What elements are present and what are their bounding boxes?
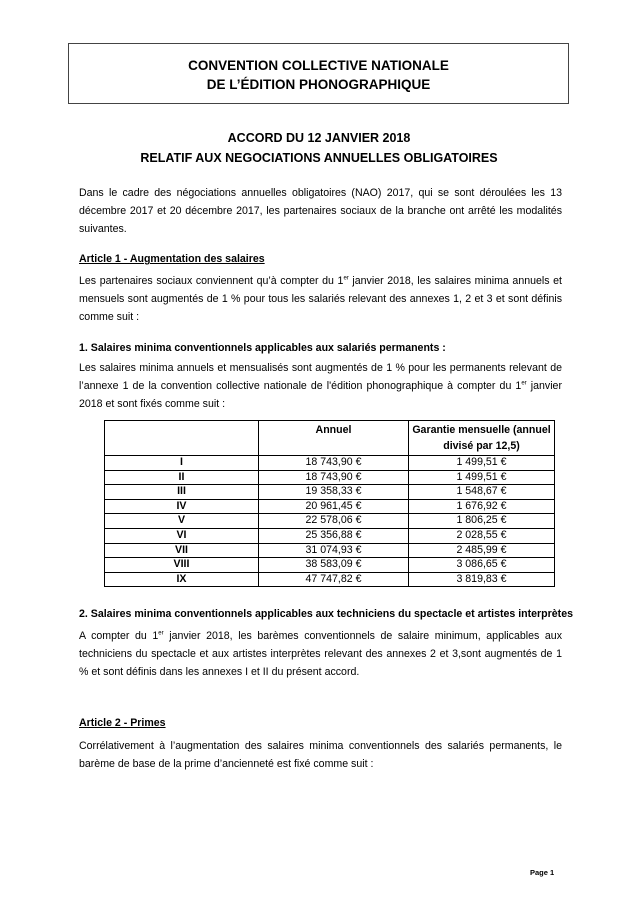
- accord-title: [40, 128, 598, 168]
- salary-level-cell: IX: [105, 572, 259, 587]
- section2-text-b: janvier 2018, les barèmes conventionnels de salaire minimum, applicables aux techniciens du spectacle et aux artistes interprètes relevant des annexes 2 et 3,sont augmentés de 1 % et sont définis dans les annexes I et II du présent accord.: [79, 630, 562, 679]
- annual-salary-cell: 31 074,93 €: [259, 543, 409, 558]
- monthly-salary-cell: 2 028,55 €: [409, 528, 555, 543]
- article2-title-text: Article 2 - Primes: [79, 717, 166, 729]
- annual-salary-cell: 18 743,90 €: [259, 470, 409, 485]
- annual-salary-cell: 47 747,82 €: [259, 572, 409, 587]
- annual-salary-cell: 38 583,09 €: [259, 558, 409, 573]
- annual-salary-cell: 19 358,33 €: [259, 485, 409, 500]
- article1-text-b: janvier 2018, les salaires minima annuels et mensuels sont augmentés de 1 % pour tous les salariés relevant des annexes 1, 2 et 3 et sont définis comme suit :: [79, 275, 562, 324]
- salary-level-cell: VIII: [105, 558, 259, 573]
- section2-heading: 2. Salaires minima conventionnels applicables aux techniciens du spectacle et artistes interprètes: [79, 608, 573, 620]
- monthly-salary-cell: 3 819,83 €: [409, 572, 555, 587]
- monthly-salary-cell: 1 499,51 €: [409, 470, 555, 485]
- monthly-salary-cell: 3 086,65 €: [409, 558, 555, 573]
- page-number: Page 1: [530, 868, 555, 877]
- salary-table-header-cell: Garantie mensuelle (annuel divisé par 12,5): [409, 421, 555, 456]
- article1-paragraph: [79, 272, 562, 327]
- article1-title-text: Article 1 - Augmentation des salaires: [79, 253, 265, 265]
- table-row: [105, 499, 555, 514]
- table-row: [105, 485, 555, 500]
- annual-salary-cell: 18 743,90 €: [259, 456, 409, 471]
- section1-text-a: Les salaires minima annuels et mensualisés sont augmentés de 1 % pour les permanents relevant de l’annexe 1 de la convention collective nationale de l'édition phonographique à compter du 1: [79, 362, 562, 393]
- section1-heading: 1. Salaires minima conventionnels applicables aux salariés permanents :: [79, 342, 446, 354]
- table-row: [105, 514, 555, 529]
- salary-table-header-cell: Annuel: [259, 421, 409, 456]
- table-row: [105, 543, 555, 558]
- section2-text-a: A compter du 1: [79, 630, 159, 642]
- salary-table-body: [105, 421, 555, 587]
- article1-text-a: Les partenaires sociaux conviennent qu’à compter du 1: [79, 275, 344, 287]
- monthly-salary-cell: 1 806,25 €: [409, 514, 555, 529]
- salary-level-cell: V: [105, 514, 259, 529]
- table-row: [105, 456, 555, 471]
- salary-table: [104, 420, 555, 587]
- convention-title-box: [68, 43, 569, 104]
- salary-level-cell: II: [105, 470, 259, 485]
- article2-paragraph: Corrélativement à l’augmentation des salaires minima conventionnels des salariés permanents, le barème de base de la prime d’ancienneté est fixé comme suit :: [79, 740, 562, 771]
- salary-level-cell: I: [105, 456, 259, 471]
- monthly-salary-cell: 2 485,99 €: [409, 543, 555, 558]
- article2-title: [79, 715, 579, 731]
- table-row: [105, 470, 555, 485]
- section1-paragraph: [79, 359, 562, 414]
- annual-salary-cell: 22 578,06 €: [259, 514, 409, 529]
- table-row: [105, 558, 555, 573]
- convention-title-line1: CONVENTION COLLECTIVE NATIONALE: [188, 58, 449, 73]
- intro-paragraph: Dans le cadre des négociations annuelles obligatoires (NAO) 2017, qui se sont déroulées les 13 décembre 2017 et 20 décembre 2017, les partenaires sociaux de la branche ont arrêté les modalités suivantes.: [79, 187, 562, 236]
- salary-level-cell: VI: [105, 528, 259, 543]
- annual-salary-cell: 20 961,45 €: [259, 499, 409, 514]
- salary-table-header-row: [105, 421, 555, 456]
- accord-title-line1: ACCORD DU 12 JANVIER 2018: [227, 131, 411, 145]
- salary-level-cell: VII: [105, 543, 259, 558]
- monthly-salary-cell: 1 676,92 €: [409, 499, 555, 514]
- section1-text-b: janvier 2018 et sont fixés comme suit :: [79, 380, 562, 411]
- accord-title-line2: RELATIF AUX NEGOCIATIONS ANNUELLES OBLIGATOIRES: [140, 151, 498, 165]
- article1-sup: er: [343, 275, 349, 282]
- annual-salary-cell: 25 356,88 €: [259, 528, 409, 543]
- section2-sup: er: [158, 630, 164, 637]
- convention-title-line2: DE L’ÉDITION PHONOGRAPHIQUE: [206, 77, 431, 92]
- section1-sup: er: [521, 380, 527, 387]
- article1-title: [79, 251, 579, 267]
- table-row: [105, 528, 555, 543]
- monthly-salary-cell: 1 548,67 €: [409, 485, 555, 500]
- monthly-salary-cell: 1 499,51 €: [409, 456, 555, 471]
- salary-level-cell: IV: [105, 499, 259, 514]
- section2-paragraph: [79, 627, 562, 682]
- table-row: [105, 572, 555, 587]
- salary-level-cell: III: [105, 485, 259, 500]
- salary-table-header-cell: [105, 421, 259, 456]
